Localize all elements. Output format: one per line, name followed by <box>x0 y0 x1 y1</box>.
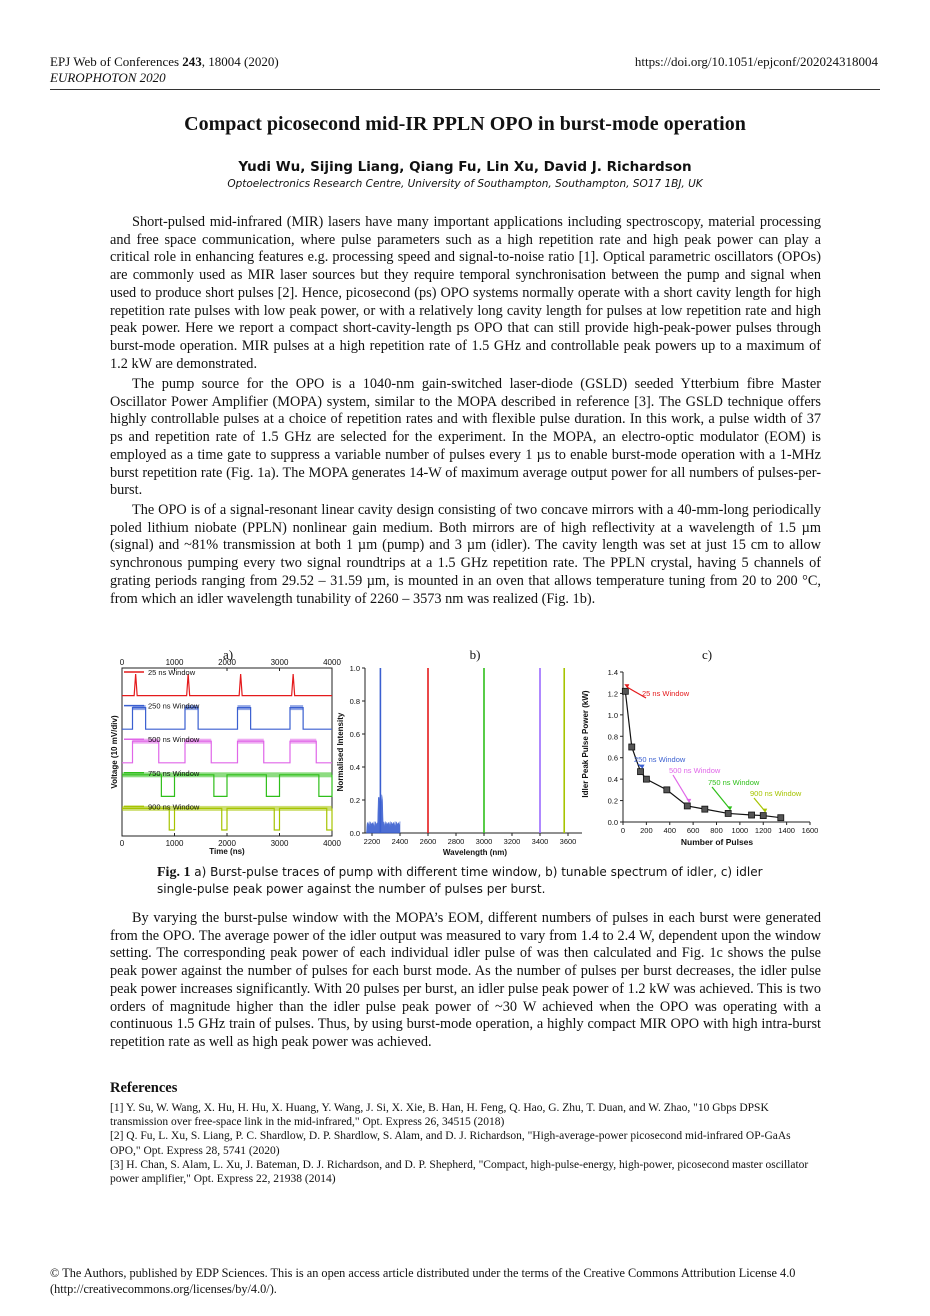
paragraph-results <box>110 910 821 1052</box>
top-tick-label: 3000 <box>270 658 289 667</box>
references-heading: References <box>110 1080 178 1096</box>
paragraph-text: The OPO is of a signal-resonant linear cavity design consisting of two concave mirrors with a 40-mm-long periodically poled lithium niobate (PPLN) nonlinear gain medium. Both mirrors are of high reflectivity at a wavelength of 1.5 µm (signal) and ~81% transmission at both 1 µm (pump) and 3 µm (idler). The cavity length was set at just 15 cm to allow synchronous pumping every two signal roundtrips at a 1.5 GHz repetition rate. The PPLN crystal, having 5 channels of grating periods ranging from 29.52 – 31.59 µm, is mounted in an oven that allows temperature tuning from 20 to 200 °C, from which an idler wavelength tunability of 2260 – 3573 nm was realized (Fig. 1b). <box>110 502 821 607</box>
top-tick-label: 0 <box>119 658 125 667</box>
x-axis-label: Number of Pulses <box>680 837 754 847</box>
panel-label: c) <box>701 647 713 662</box>
reference-item: [3] H. Chan, S. Alam, L. Xu, J. Bateman, D. J. Richardson, and D. P. Shepherd, "Compact, high-pulse-energy, high-power, picosecond master oscillator power amplifier," Opt. Express 22, 21938 (2014) <box>110 1158 809 1186</box>
data-point <box>622 688 628 694</box>
x-tick-label: 1200 <box>754 826 772 835</box>
x-tick-label: 0 <box>119 839 125 848</box>
trace-noise-band <box>238 739 264 744</box>
y-tick-label: 1.2 <box>607 689 618 699</box>
trace-900ns <box>122 808 332 830</box>
legend-label: 750 ns Window <box>148 768 200 778</box>
y-tick-label: 0.8 <box>607 732 618 742</box>
data-point <box>760 813 766 819</box>
figure-1 <box>110 644 822 864</box>
data-point <box>702 806 708 812</box>
journal-volume: 243 <box>182 54 202 69</box>
top-tick-label: 2000 <box>218 658 236 667</box>
paragraph-text: The pump source for the OPO is a 1040-nm gain-switched laser-diode (GSLD) seeded Ytterbium fibre Master Oscillator Power Amplifier (MOPA) system, similar to the MOPA described in reference [3]. The GSLD technique offers highly controllable pulses at a choice of repetition rates and with flexible pulse duration. In this work, a pulse width of 37 ps and repetition rate of 1.5 GHz are selected for the experiment. In the MOPA, an electro-optic modulator (EOM) is employed as a time gate to suppress a variable number of pulses every 1 µs to enable burst-mode operation with a 1-MHz burst repetition rate (Fig. 1a). The MOPA generates 14-W of maximum average output power for all numbers of pulses-per-burst. <box>110 376 821 499</box>
annotation-label: 900 ns Window <box>750 789 802 798</box>
y-tick-label: 0.6 <box>607 753 618 763</box>
paper-title: Compact picosecond mid-IR PPLN OPO in burst-mode operation <box>184 113 746 135</box>
journal-name: EPJ Web of Conferences <box>50 54 183 69</box>
x-tick-label: 600 <box>686 826 700 835</box>
y-tick-label: 0.4 <box>349 763 360 772</box>
paragraph-opo <box>110 502 821 608</box>
x-tick-label: 0 <box>620 826 626 835</box>
conference-name: EUROPHOTON 2020 <box>50 70 166 85</box>
annotation-arrowhead <box>640 765 645 769</box>
x-tick-label: 3000 <box>475 837 493 846</box>
top-tick-label: 1000 <box>165 658 184 667</box>
x-axis-label: Wavelength (nm) <box>442 848 508 857</box>
y-tick-label: 1.0 <box>349 664 360 673</box>
y-tick-label: 0.2 <box>349 796 360 805</box>
y-tick-label: 1.4 <box>607 668 618 677</box>
x-tick-label: 2600 <box>419 837 437 846</box>
data-point <box>629 744 635 750</box>
trace-500ns <box>122 741 332 763</box>
annotation-label: 500 ns Window <box>669 766 721 775</box>
annotation-arrowhead <box>762 809 767 813</box>
data-point <box>643 776 649 782</box>
y-tick-label: 0.0 <box>607 818 618 827</box>
trace-750ns <box>122 775 332 797</box>
data-point <box>638 769 644 775</box>
annotation-arrowhead <box>727 806 732 810</box>
figure-caption <box>157 864 797 897</box>
x-tick-label: 2800 <box>447 837 465 846</box>
panel-label: b) <box>469 647 481 662</box>
x-tick-label: 200 <box>640 826 653 835</box>
x-tick-label: 3400 <box>531 837 549 846</box>
x-tick-label: 2000 <box>218 839 236 848</box>
author-list: Yudi Wu, Sijing Liang, Qiang Fu, Lin Xu, David J. Richardson <box>238 159 692 175</box>
license-footer: © The Authors, published by EDP Sciences. This is an open access article distributed under the terms of the Creative Commons Attribution License 4.0 (http://creativecommons.org/licenses/by/4.0/). <box>50 1266 796 1296</box>
running-header-left <box>50 54 279 86</box>
trace-noise-band <box>238 705 251 710</box>
paragraph-intro <box>110 214 821 373</box>
x-tick-label: 400 <box>663 826 677 835</box>
data-point <box>725 810 731 816</box>
reference-item: [1] Y. Su, W. Wang, X. Hu, H. Hu, X. Huang, Y. Wang, J. Si, X. Xie, B. Han, H. Feng, Q. Hao, G. Zhu, T. Duan, and W. Zhao, "10 Gbps DPSK transmission over free-space link in the mid-infrared," Opt. Express 26, 34515 (2018) <box>110 1102 769 1129</box>
x-tick-label: 4000 <box>323 839 341 848</box>
trace-250ns <box>122 708 332 730</box>
x-tick-label: 2200 <box>363 837 381 846</box>
x-tick-label: 3000 <box>270 839 289 848</box>
trace-25ns <box>122 674 332 696</box>
y-axis-label: Voltage (10 mV/div) <box>110 715 119 789</box>
x-axis-label: Time (ns) <box>209 847 245 856</box>
x-tick-label: 800 <box>710 826 723 835</box>
legend-label: 500 ns Window <box>148 735 200 745</box>
paragraph-text: By varying the burst-pulse window with the MOPA’s EOM, different numbers of pulses in each burst were generated from the OPO. The average power of the idler output was measured to vary from 1.4 to 2.4 W, dependent upon the window setting. The corresponding peak power of each individual idler pulse of was then calculated and Fig. 1c shows the pulse peak power against the number of pulses for each burst mode. As the number of pulses per burst decreases, the idler pulse peak power increases significantly. With 20 pulses per burst, an idler pulse peak power of 1.2 kW was achieved. This is two orders of magnitude higher than the idler pulse peak power of ~30 W achieved when the OPO was operating with a continuous 1.5 GHz train of pulses. Thus, by using burst-mode operation, a highly compact MIR OPO with high intra-burst repetition rate as well as high peak power was achieved. <box>110 910 821 1050</box>
trace-noise-band <box>290 739 316 744</box>
y-tick-label: 0.4 <box>607 775 618 785</box>
spectrum-noise-floor <box>366 794 400 833</box>
panel-label: a) <box>222 647 234 662</box>
legend-label: 900 ns Window <box>148 802 200 812</box>
x-tick-label: 1000 <box>731 826 749 835</box>
x-tick-label: 3200 <box>503 837 521 846</box>
trace-noise-band <box>290 705 303 710</box>
x-tick-label: 3600 <box>559 837 577 846</box>
header-divider <box>50 89 880 90</box>
annotation-label: 25 ns Window <box>642 689 690 698</box>
journal-article-number: , 18004 (2020) <box>201 54 279 69</box>
affiliation: Optoelectronics Research Centre, University of Southampton, Southampton, SO17 1BJ, UK <box>227 178 703 190</box>
data-point <box>664 787 670 793</box>
paragraph-pump <box>110 376 821 500</box>
annotation-label: 750 ns Window <box>708 778 760 787</box>
data-point <box>778 815 784 821</box>
y-tick-label: 0.6 <box>349 730 360 739</box>
y-tick-label: 0.0 <box>349 829 360 838</box>
y-tick-label: 0.8 <box>349 697 360 706</box>
legend-label: 25 ns Window <box>148 668 196 677</box>
reference-item: [2] Q. Fu, L. Xu, S. Liang, P. C. Shardlow, D. P. Shardlow, S. Alam, and D. J. Richardson, "High-average-power picosecond mid-infrared OP-GaAs OPO," Opt. Express 28, 5741 (2020) <box>110 1130 791 1157</box>
x-tick-label: 1400 <box>778 826 795 835</box>
y-axis-label: Idler Peak Pulse Power (kW) <box>581 690 590 798</box>
figure-caption-text: a) Burst-pulse traces of pump with different time window, b) tunable spectrum of idler, c) idler single-pulse peak power against the number of pulses per burst. <box>157 865 763 896</box>
top-tick-label: 4000 <box>323 658 341 667</box>
reference-list <box>110 1101 822 1186</box>
y-tick-label: 1.0 <box>607 710 618 720</box>
x-tick-label: 2400 <box>391 837 409 846</box>
paragraph-text: Short-pulsed mid-infrared (MIR) lasers have many important applications including spectroscopy, material processing and free space communication, where pulse parameters such as a high repetition rate and high peak power can play a critical role in enhancing features e.g. processing speed and signal-to-noise ratio [1]. Optical parametric oscillators (OPOs) are commonly used as MIR laser sources but they require temporal synchronisation between the pump and signal when used to produce short pulses [2]. Hence, picosecond (ps) OPO systems normally operate with a short cavity length for high repetition rate pulses with low peak power, or with a relatively long cavity length for pulses at low repetition rate and high peak power. Here we report a compact short-cavity-length ps OPO that can still provide high-peak-power pulses through burst-mode operation. MIR pulses at a high repetition rate of 1.5 GHz and controllable peak powers up to a maximum of 1.2 kW are demonstrated. <box>110 214 821 372</box>
y-axis-label: Normalised Intensity <box>336 712 345 792</box>
figure-label: Fig. 1 <box>157 865 191 880</box>
annotation-arrow <box>712 787 730 809</box>
x-tick-label: 1600 <box>801 826 819 835</box>
annotation-label: 250 ns Window <box>634 755 686 764</box>
y-tick-label: 0.2 <box>607 796 618 806</box>
annotation-arrow <box>673 775 689 802</box>
data-point <box>684 803 690 809</box>
x-tick-label: 1000 <box>165 839 184 848</box>
data-point <box>749 812 755 818</box>
doi-link[interactable]: https://doi.org/10.1051/epjconf/202024318004 <box>634 54 878 69</box>
annotation-arrowhead <box>686 799 691 803</box>
legend-label: 250 ns Window <box>148 701 200 711</box>
